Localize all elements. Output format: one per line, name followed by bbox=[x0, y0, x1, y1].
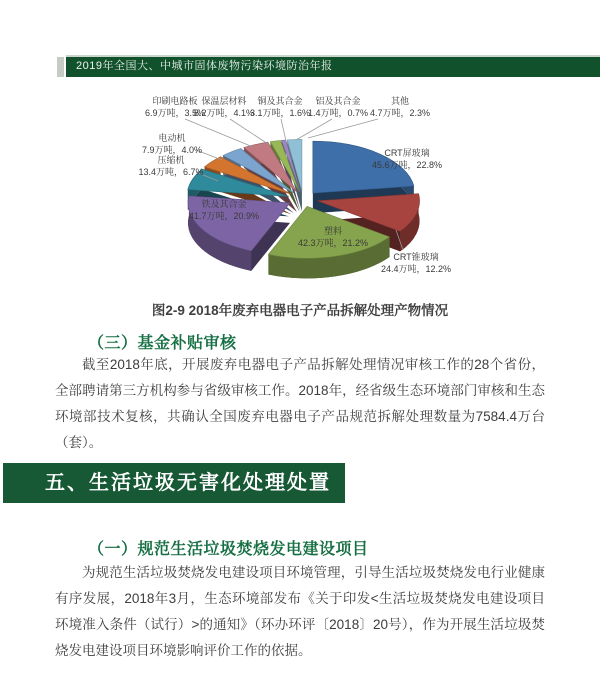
pie-chart-canvas bbox=[90, 92, 520, 298]
pie-label-leader-line bbox=[308, 119, 378, 138]
pie-slice-label: 铁及其合金 41.7万吨，20.9% bbox=[188, 199, 260, 221]
pie-slice-label: 保温层材料 8.2万吨，4.1% bbox=[193, 96, 255, 118]
heading-incineration-projects: （一）规范生活垃圾焚烧发电建设项目 bbox=[88, 541, 369, 558]
pie-slice-label: CRT屏玻璃 45.6万吨，22.8% bbox=[371, 148, 443, 170]
pie-slice-label: 其他 4.7万吨，2.3% bbox=[369, 96, 431, 118]
pie-chart-figure bbox=[90, 92, 520, 298]
pie-slice-label: 电动机 7.9万吨，4.0% bbox=[141, 133, 203, 155]
pie-slice-label: 印刷电路板 6.9万吨，3.5% bbox=[144, 96, 206, 118]
paragraph-incineration-projects: 为规范生活垃圾焚烧发电建设项目环境管理，引导生活垃圾焚烧发电行业健康有序发展，2018年3月，生态环境部发布《关于印发<生活垃圾焚烧发电建设项目环境准入条件（试行）>的通知》（环办环评〔2018〕20号），作为开展生活垃圾焚烧发电建设项目环境影响评价工作的依据。 bbox=[55, 565, 545, 658]
chapter-banner: 五、生活垃圾无害化处理处置 bbox=[3, 463, 345, 503]
pie-label-leader-line bbox=[296, 119, 332, 140]
heading-fund-audit: （三）基金补贴审核 bbox=[88, 335, 237, 352]
pie-slice-label: 铝及其合金 1.4万吨，0.7% bbox=[307, 96, 369, 118]
pie-slice-label: 塑料 42.3万吨，21.2% bbox=[297, 226, 369, 248]
pie-slice-label: CRT锥玻璃 24.4万吨，12.2% bbox=[380, 252, 452, 274]
figure-caption: 图2-9 2018年废弃电器电子产品拆解处理产物情况 bbox=[151, 303, 449, 318]
report-title: 2019年全国大、中城市固体废物污染环境防治年报 bbox=[76, 60, 333, 72]
pie-slice-label: 压缩机 13.4万吨，6.7% bbox=[138, 155, 204, 177]
header-tab-accent bbox=[57, 57, 64, 77]
paragraph-fund-audit: 截至2018年底，开展废弃电器电子产品拆解处理情况审核工作的28个省份，全部聘请第三方机构参与省级审核工作。2018年，经省级生态环境部门审核和生态环境部技术复核，共确认全国废弃电器电子产品规范拆解处理数量为7584.4万台（套）。 bbox=[55, 357, 545, 450]
pie-label-leader-line bbox=[281, 119, 286, 141]
report-header-bar bbox=[66, 55, 600, 77]
pie-slice-label: 铜及其合金 3.1万吨，1.6% bbox=[249, 96, 311, 118]
